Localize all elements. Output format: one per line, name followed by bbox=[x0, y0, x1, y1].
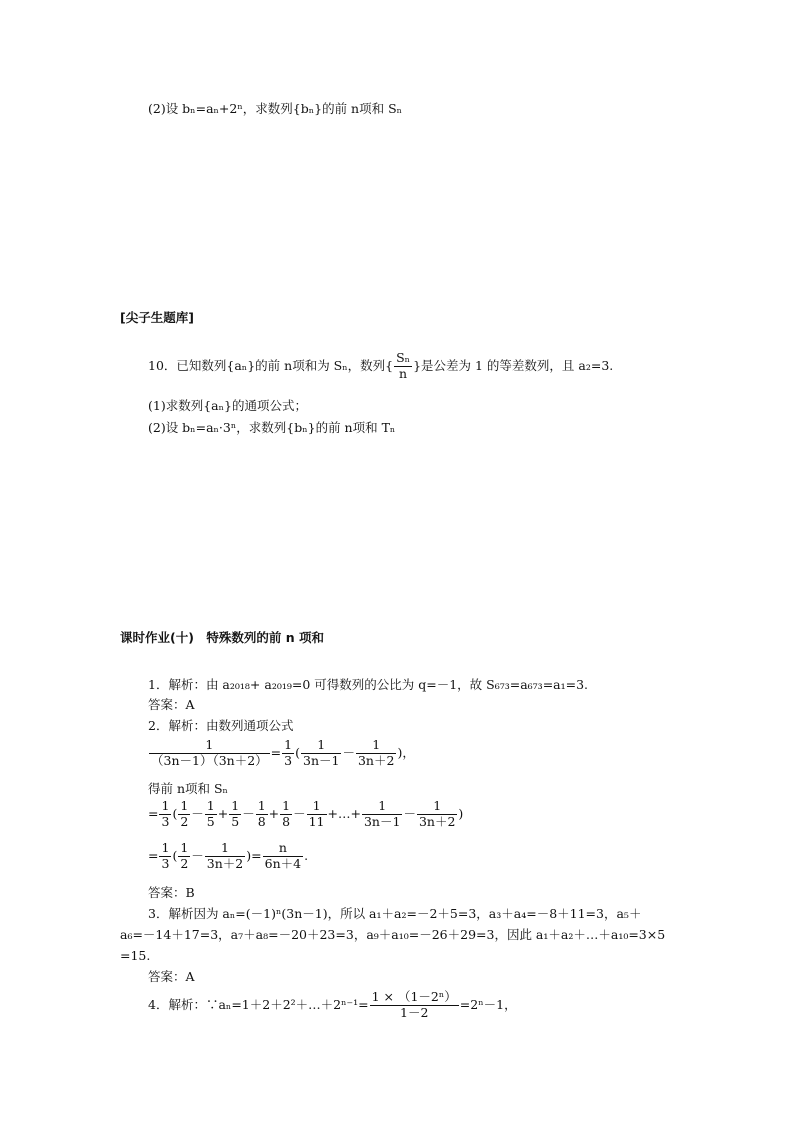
a2-s-minus: － bbox=[403, 805, 416, 821]
a2-s-close: ) bbox=[458, 805, 464, 821]
a2-r-close: )= bbox=[246, 847, 262, 863]
a2-r-half bbox=[178, 842, 190, 870]
answer1-choice: 答案：A bbox=[148, 697, 195, 712]
a2-eq: = bbox=[270, 744, 282, 760]
a2-s-t1-num: 1 bbox=[378, 798, 387, 813]
a2-sum-term-num: 1 bbox=[312, 798, 321, 813]
a2-f3-num: 1 bbox=[372, 737, 381, 752]
a2-r-minus: － bbox=[191, 847, 204, 863]
a2-sum-term bbox=[256, 800, 268, 828]
q10-frac-num: Sₙ bbox=[396, 350, 411, 365]
a2-r-res-num: n bbox=[278, 840, 287, 855]
a2-r-third-num: 1 bbox=[161, 840, 170, 855]
a2-f2-num: 1 bbox=[317, 737, 326, 752]
answer3-choice: 答案：A bbox=[148, 969, 195, 984]
q10-lead: 10．已知数列{aₙ}的前 n项和为 Sₙ，数列{ bbox=[148, 357, 394, 373]
a2-sum-term-num: 1 bbox=[206, 798, 215, 813]
a2-f1-den: （3n－1）（3n＋2） bbox=[151, 752, 268, 768]
a2-sum-term-num: 1 bbox=[282, 798, 291, 813]
a2-r-half-num: 1 bbox=[180, 840, 189, 855]
a2-s-t1-den: 3n－1 bbox=[363, 813, 401, 829]
answer3-line2: a₆=－14＋17=3，a₇＋a₈=－20＋23=3，a₉＋a₁₀=－26＋29=3，因此 a₁＋a₂＋…＋a₁₀=3×5 bbox=[120, 927, 666, 942]
answer2-sum bbox=[148, 800, 463, 828]
a2-third bbox=[282, 739, 294, 767]
a2-s-t2-num: 1 bbox=[433, 798, 442, 813]
a2-paren-close: )， bbox=[397, 744, 415, 760]
a2-sum-terms bbox=[172, 800, 327, 828]
a2-minus: － bbox=[342, 744, 355, 760]
a4-fraction bbox=[370, 991, 459, 1019]
a2-r-n-den: 3n＋2 bbox=[206, 855, 244, 871]
a2-sum-term-sign: + bbox=[268, 805, 280, 821]
a2-sum-term-sign: － bbox=[242, 805, 255, 821]
a2-sum-term bbox=[307, 800, 327, 828]
a2-sum-term-sign: － bbox=[293, 805, 306, 821]
a2-sum-term-den: 8 bbox=[257, 813, 266, 829]
a2-sum-term-den: 8 bbox=[282, 813, 291, 829]
a4-lead: 4．解析：∵aₙ=1＋2＋2²＋…＋2ⁿ⁻¹= bbox=[148, 996, 369, 1012]
a4-num: 1 × （1－2ⁿ） bbox=[371, 989, 457, 1004]
a2-sum-term-den: 11 bbox=[308, 813, 325, 829]
a2-sum-term-den: 5 bbox=[206, 813, 215, 829]
a2-sum-term bbox=[280, 800, 292, 828]
q10-tail: }是公差为 1 的等差数列，且 a₂=3. bbox=[413, 357, 614, 373]
q10-fraction bbox=[394, 352, 412, 380]
a2-sum-term bbox=[229, 800, 241, 828]
a2-r-eq: = bbox=[148, 847, 159, 863]
a4-den: 1－2 bbox=[370, 1005, 459, 1020]
a2-sum-term-num: 1 bbox=[257, 798, 266, 813]
a2-f2 bbox=[301, 739, 341, 767]
a2-sum-term-num: 1 bbox=[180, 798, 189, 813]
answer3-line1: 3．解析因为 aₙ=(－1)ⁿ(3n－1)，所以 a₁＋a₂=－2＋5=3，a₃＋a₄=－8＋11=3，a₅＋ bbox=[148, 906, 642, 921]
q10-frac-den: n bbox=[394, 366, 412, 381]
a2-r-open: ( bbox=[172, 847, 178, 863]
homework-title: 课时作业(十) 特殊数列的前 n 项和 bbox=[120, 630, 325, 645]
a2-r-n-num: 1 bbox=[221, 840, 229, 855]
answer1-text: 1．解析：由 a₂₀₁₈+ a₂₀₁₉=0 可得数列的公比为 q=－1，故 S₆₇₃=a₆₇₃=a₁=3. bbox=[148, 677, 589, 692]
a2-s-third-den: 3 bbox=[161, 813, 170, 829]
a2-s-dots: +…+ bbox=[327, 805, 361, 821]
a2-r-third bbox=[159, 842, 171, 870]
a2-r-res-den: 6n＋4 bbox=[264, 855, 302, 871]
q10-part2: (2)设 bₙ=aₙ·3ⁿ，求数列{bₙ}的前 n项和 Tₙ bbox=[148, 420, 396, 435]
a2-r-n bbox=[205, 842, 245, 870]
a2-paren-open: ( bbox=[295, 744, 300, 760]
a2-sum-term-sign: + bbox=[217, 805, 229, 821]
a2-s-t2 bbox=[417, 800, 457, 828]
a2-r-res bbox=[263, 842, 303, 870]
a2-sum-term bbox=[205, 800, 217, 828]
a2-s-eq: = bbox=[148, 805, 159, 821]
answer2-choice: 答案：B bbox=[148, 885, 195, 900]
a2-sum-term bbox=[178, 800, 190, 828]
q10-stem bbox=[148, 352, 613, 380]
q9-part2: (2)设 bₙ=aₙ+2ⁿ，求数列{bₙ}的前 n项和 Sₙ bbox=[148, 101, 403, 116]
a2-f1 bbox=[149, 739, 270, 767]
a2-sum-term-num: 1 bbox=[231, 798, 240, 813]
a2-third-num: 1 bbox=[284, 737, 293, 752]
a2-f3-den: 3n＋2 bbox=[357, 752, 395, 768]
a2-r-end: . bbox=[304, 847, 309, 863]
a2-f1-num: 1 bbox=[205, 737, 214, 752]
answer2-result bbox=[148, 842, 308, 870]
section-header: [尖子生题库] bbox=[120, 310, 194, 325]
a2-s-third-num: 1 bbox=[161, 798, 170, 813]
a2-f2-den: 3n－1 bbox=[303, 752, 340, 768]
answer2-intro: 2．解析：由数列通项公式 bbox=[148, 718, 294, 733]
a2-sum-term-sign: ( bbox=[172, 805, 178, 821]
answer3-line3: =15. bbox=[120, 948, 151, 963]
answer2-formula1 bbox=[148, 739, 415, 767]
q10-part1: (1)求数列{aₙ}的通项公式； bbox=[148, 398, 307, 413]
a2-r-half-den: 2 bbox=[180, 855, 189, 871]
a2-s-t1 bbox=[362, 800, 402, 828]
a2-s-t2-den: 3n＋2 bbox=[418, 813, 456, 829]
answer2-sum-line: 得前 n项和 Sₙ bbox=[148, 781, 228, 796]
answer4 bbox=[148, 991, 517, 1019]
a2-third-den: 3 bbox=[284, 752, 293, 768]
a4-tail: =2ⁿ－1， bbox=[459, 996, 517, 1012]
a2-r-third-den: 3 bbox=[161, 855, 170, 871]
a2-sum-term-sign: － bbox=[191, 805, 204, 821]
a2-sum-term-den: 5 bbox=[231, 813, 240, 829]
a2-f3 bbox=[356, 739, 396, 767]
a2-sum-term-den: 2 bbox=[180, 813, 189, 829]
a2-s-third bbox=[159, 800, 171, 828]
